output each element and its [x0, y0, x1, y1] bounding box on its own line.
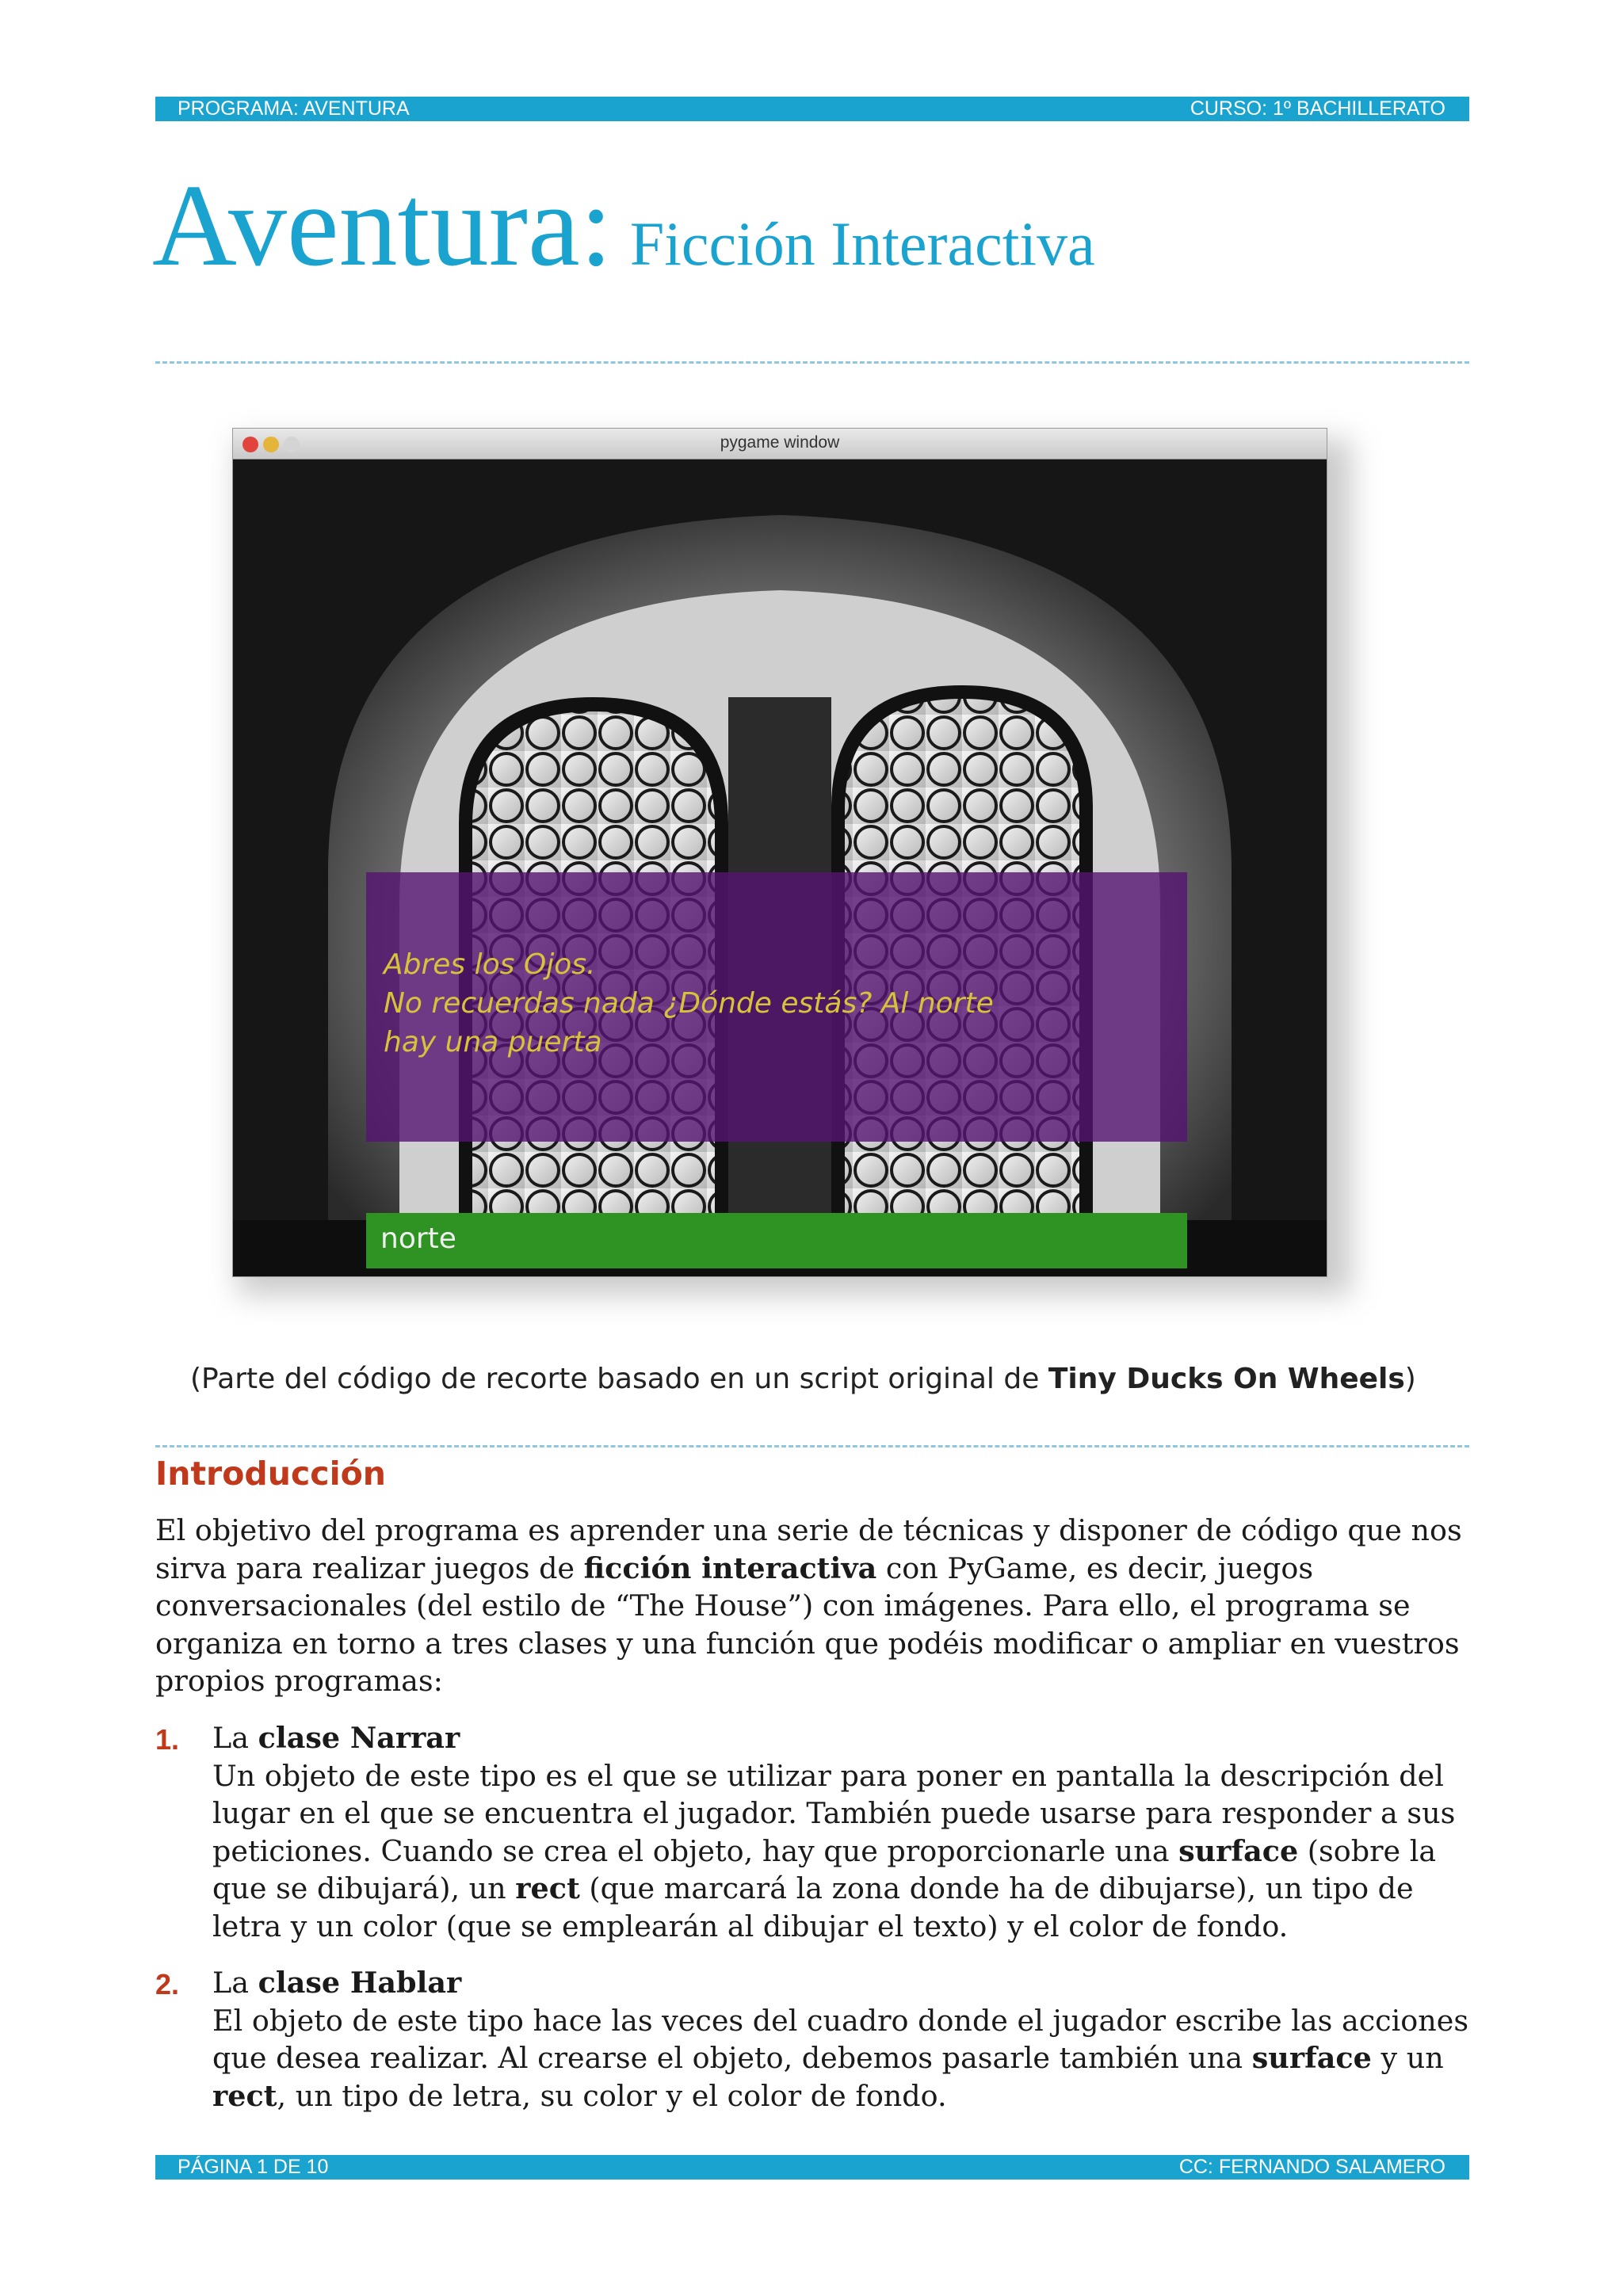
footer-bar [155, 2155, 1469, 2180]
footer-license: CC: FERNANDO SALAMERO [1178, 2156, 1445, 2178]
hablar-input-box [366, 1213, 1187, 1268]
list-item [212, 1964, 1472, 2115]
text-run: y un [1371, 2041, 1444, 2075]
window-scene-image [233, 460, 1327, 1276]
hablar-input-text: norte [380, 1222, 456, 1255]
pygame-screenshot [232, 428, 1327, 1277]
text-run: Un objeto de este tipo es el que se utilizar para poner en pantalla la descripción del lugar en el que se encuentra el jugador. También puede usarse para responder a sus peticiones. Cuando se crea el objeto, hay que proporcionarle una [212, 1758, 1456, 1868]
window-title: pygame window [720, 433, 840, 452]
text-run-bold: clase Hablar [258, 1966, 462, 2000]
window-titlebar [233, 429, 1327, 460]
narrar-line: hay una puerta [384, 1026, 602, 1058]
list-item-body [212, 2002, 1472, 2115]
narrar-line: No recuerdas nada ¿Dónde estás? Al norte [384, 987, 994, 1020]
text-run: (que marcará la zona donde ha de dibujarse), un tipo de letra y un color (que se emplearán al dibujar el texto) y el color de fondo. [212, 1871, 1414, 1943]
intro-paragraph [155, 1512, 1471, 1700]
narrar-box [366, 872, 1187, 1142]
page-title [152, 158, 1095, 293]
list-item-title [212, 1719, 1472, 1757]
title-sub: Ficción Interactiva [629, 209, 1095, 278]
text-run-bold: clase Narrar [258, 1721, 460, 1755]
caption-author: Tiny Ducks On Wheels [1048, 1363, 1405, 1395]
divider [155, 361, 1469, 364]
header-program: PROGRAMA: AVENTURA [178, 97, 410, 120]
text-run: La [212, 1721, 258, 1755]
header-bar [155, 97, 1469, 121]
list-number: 2. [155, 1968, 180, 2000]
header-course: CURSO: 1º BACHILLERATO [1190, 97, 1445, 120]
divider [155, 1445, 1469, 1447]
narrar-text [384, 945, 1176, 1062]
text-run: El objetivo del programa es aprender una serie de técnicas y disponer de código que nos sirva para realizar juegos de [155, 1513, 1462, 1585]
caption-suffix: ) [1404, 1363, 1416, 1395]
page-number: PÁGINA 1 DE 10 [178, 2156, 329, 2178]
list-item-title [212, 1964, 1472, 2002]
text-run-bold: rect [515, 1871, 580, 1905]
text-run-bold: surface [1178, 1833, 1299, 1868]
text-run-bold: ficción interactiva [583, 1550, 877, 1585]
text-run: El objeto de este tipo hace las veces del cuadro donde el jugador escribe las acciones que desea realizar. Al crearse el objeto, debemos pasarle también una [212, 2003, 1469, 2075]
image-caption [190, 1363, 1416, 1395]
caption-prefix: (Parte del código de recorte basado en un script original de [190, 1363, 1048, 1395]
narrar-line: Abres los Ojos. [384, 948, 596, 981]
text-run: con PyGame, es decir, juegos conversacionales (del estilo de “The House”) con imágenes. Para ello, el programa se organiza en torno a tres clases y una función que podéis modificar o ampliar en vuestros propios programas: [155, 1550, 1460, 1698]
text-run-bold: rect [212, 2078, 277, 2113]
list-number: 1. [155, 1723, 180, 1756]
text-run-bold: surface [1251, 2041, 1372, 2075]
text-run: , un tipo de letra, su color y el color de fondo. [277, 2078, 947, 2113]
text-run: (sobre la que se dibujará), un [212, 1833, 1437, 1905]
list-item [212, 1719, 1472, 1945]
title-main: Aventura: [152, 161, 613, 291]
section-heading: Introducción [155, 1455, 386, 1493]
list-item-body [212, 1757, 1472, 1946]
text-run: La [212, 1966, 258, 2000]
